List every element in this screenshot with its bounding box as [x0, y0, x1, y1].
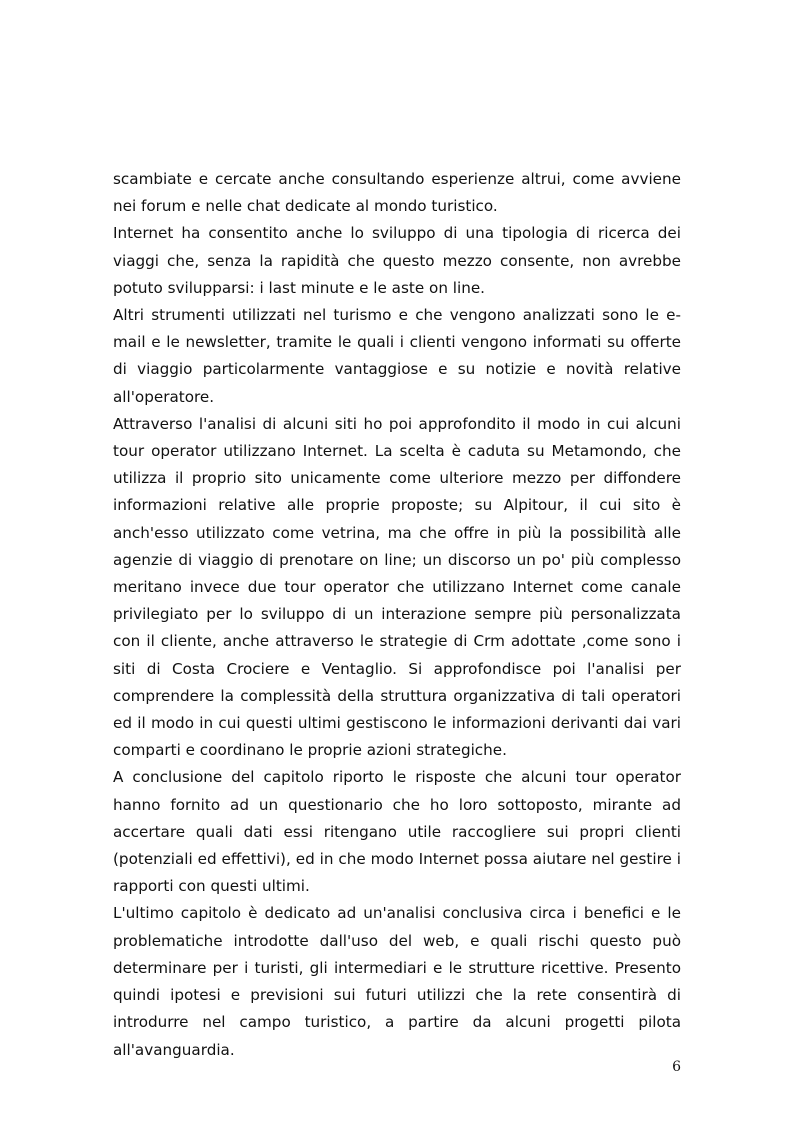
paragraph-questionnaire: A conclusione del capitolo riporto le risposte che alcuni tour operator hanno fornito ad un questionario che ho loro sottoposto, mirante ad accertare quali dati essi ritengano utile raccogliere sui propri clienti (potenziali ed effettivi), ed in che modo Internet possa aiutare nel gestire i rapporti con questi ultimi. — [113, 768, 681, 896]
paragraph-last-minute: Internet ha consentito anche lo sviluppo di una tipologia di ricerca dei viaggi che, senza la rapidità che questo mezzo consente, non avrebbe potuto svilupparsi: i last minute e le aste on line. — [113, 224, 681, 297]
paragraph-email-newsletter: Altri strumenti utilizzati nel turismo e che vengono analizzati sono le e-mail e le newsletter, tramite le quali i clienti vengono informati su offerte di viaggio particolarmente vantaggiose e su notizie e novità relative all'operatore. — [113, 306, 681, 406]
paragraph-forum-chat: scambiate e cercate anche consultando esperienze altrui, come avviene nei forum e nelle chat dedicate al mondo turistico. — [113, 170, 681, 216]
paragraph-tour-operator-sites: Attraverso l'analisi di alcuni siti ho poi approfondito il modo in cui alcuni tour operator utilizzano Internet. La scelta è caduta su Metamondo, che utilizza il proprio sito unicamente come ulteriore mezzo per diffondere informazioni relative alle proprie proposte; su Alpitour, il cui sito è anch'esso utilizzato come vetrina, ma che offre in più la possibilità alle agenzie di viaggio di prenotare on line; un discorso un po' più complesso meritano invece due tour operator che utilizzano Internet come canale privilegiato per lo sviluppo di un interazione sempre più personalizzata con il cliente, anche attraverso le strategie di Crm adottate ,come sono i siti di Costa Crociere e Ventaglio. Si approfondisce poi l'analisi per comprendere la complessità della struttura organizzativa di tali operatori ed il modo in cui questi ultimi gestiscono le informazioni derivanti dai vari comparti e coordinano le proprie azioni strategiche. — [113, 414, 681, 760]
page-number: 6 — [672, 1059, 681, 1075]
body-text — [113, 166, 681, 1064]
paragraph-last-chapter: L'ultimo capitolo è dedicato ad un'analisi conclusiva circa i benefici e le problematiche introdotte dall'uso del web, e quali rischi questo può determinare per i turisti, gli intermediari e le strutture ricettive. Presento quindi ipotesi e previsioni sui futuri utilizzi che la rete consentirà di introdurre nel campo turistico, a partire da alcuni progetti pilota all'avanguardia. — [113, 904, 681, 1059]
